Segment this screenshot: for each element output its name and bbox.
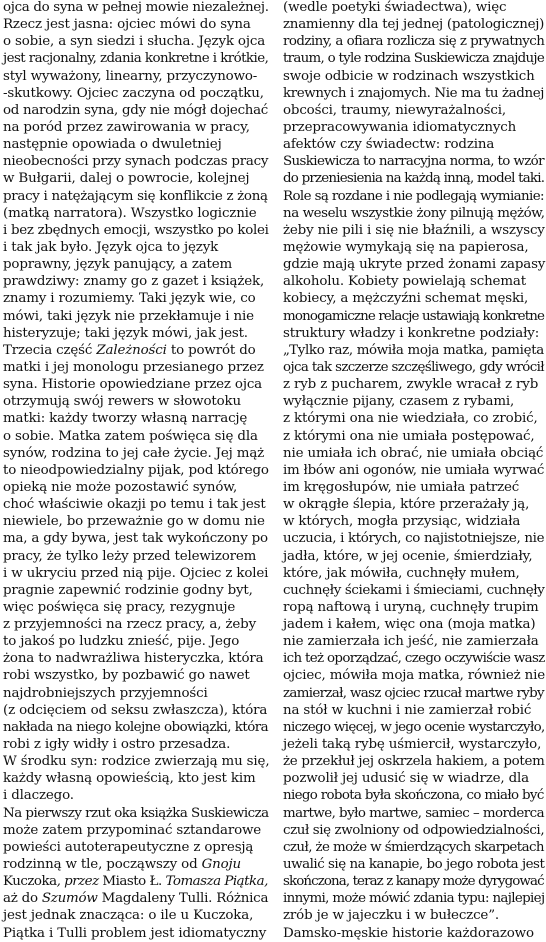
text-line: im kręgosłupów, nie umiała patrzeć: [283, 479, 520, 495]
text-line: czuł się zwolniony od odpowiedzialności,: [283, 822, 545, 838]
text-line: o sobie, a syn siedzi i słucha. Język ojca: [3, 34, 266, 50]
text-line: -skutkowy. Ojciec zaczyna od początku,: [3, 85, 264, 101]
text-line: traum, o tyle rodzina Suskiewicza znajduje: [283, 51, 545, 67]
text-line: Damsko-męskie historie każdorazowo: [283, 925, 534, 941]
text-line: ojciec, mówiła moja matka, również nie: [283, 668, 546, 684]
text-line: choć właściwie okazji po temu i tak jest: [3, 497, 266, 513]
text-line: monogamiczne relacje ustawiają konkretne: [283, 308, 545, 324]
text-line: z którymi ona nie wiedziała, co zrobić,: [283, 411, 538, 427]
text-line: więc poświęca się pracy, rezygnuje: [3, 599, 236, 615]
text-line: pragnie zapewnić rodzinie godny byt,: [3, 582, 253, 598]
text-line: obcości, traumy, niewyrażalności,: [283, 102, 506, 118]
text-line: histeryzuje; taki język mówi, jak jest.: [3, 325, 248, 341]
text-line: w Bułgarii, dalej o powrocie, kolejnej: [3, 171, 250, 187]
text-line: to jakoś po ludzku znieść, pije. Jego: [3, 634, 240, 650]
text-line: matki: każdy tworzy własną narrację: [3, 411, 248, 427]
book-title: Gnoju: [201, 857, 242, 873]
text-column-left: [3, 0, 269, 942]
text-line: i bez zbędnych emocji, wszystko po kolei: [3, 222, 269, 238]
text-line: przepracowywania idiomatycznych: [283, 119, 517, 135]
text-line: Rzecz jest jasna: ojciec mówi do syna: [3, 17, 251, 33]
text-line: pracy, że tylko leży przed telewizorem: [3, 548, 257, 564]
text-line: czuł, że może w śmierdzących skarpetach: [283, 839, 544, 855]
text-line: następnie opowiada o dwuletniej: [3, 137, 222, 153]
text-line: innymi, może mówić zdania typu: najlepiej: [283, 891, 545, 907]
text-line: ropą naftową i uryną, cuchnęły trupim: [283, 599, 539, 615]
text-line: w których, mogła przysiąc, widziała: [283, 514, 521, 530]
text-line: jadła, które, w jej ocenie, śmierdziały,: [283, 548, 533, 564]
text-line: Trzecia część Zależności to powrót do: [3, 342, 256, 358]
text-line: synów, rodzina to jej całe życie. Jej mąż: [3, 445, 265, 461]
text-line: najdrobniejszych przyjemności: [3, 685, 208, 701]
text-line: prawdziwy: znamy go z gazet i książek,: [3, 274, 265, 290]
text-line: otrzymują swój rewers w słowotoku: [3, 394, 241, 410]
text-line: na weselu wszystkie żony pilnują mężów,: [283, 205, 545, 221]
text-line: kobiecy, a mężczyźni schemat męski,: [283, 291, 529, 307]
book-title: Tomasza Piątka,: [161, 874, 268, 890]
text-line: na stół w kuchni i nie zamierzał robić: [283, 702, 532, 718]
text-line: to nieodpowiedzialny pijak, pod którego: [3, 462, 269, 478]
text-line: zamierzał, wasz ojciec rzucał martwe ryby: [283, 685, 544, 701]
text-line: żeby nie pili i się nie błaźnili, a wszyscy: [283, 222, 545, 238]
text-line: skończona, teraz z kanapy może dyrygować: [283, 874, 544, 890]
text-column-right: [283, 0, 545, 942]
text-line: alkoholu. Kobiety powielają schemat: [283, 274, 526, 290]
text-line: nieobecności przy synach podczas pracy: [3, 154, 269, 170]
text-line: styl wyważony, linearny, przyczynowo-: [3, 68, 258, 84]
text-line: Na pierwszy rzut oka książka Suskiewicza: [3, 805, 269, 821]
text-line: ma, a gdy bywa, jest tak wykończony po: [3, 531, 268, 547]
text-line: robi wszystko, by pozbawić go nawet: [3, 668, 250, 684]
text-line: jest jednak znacząca: o ile u Kuczoka,: [3, 908, 254, 924]
text-line: gdzie mają ukryte przed żonami zapasy: [283, 257, 546, 273]
text-line: ojca tak szczerze szczęśliwego, gdy wrócił: [283, 359, 544, 375]
text-line: znamienny dla tej jednej (patologicznej): [283, 17, 545, 33]
text-line: nie umiała ich obrać, nie umiała obciąć: [283, 445, 544, 461]
text-line: może zatem przypominać sztandarowe: [3, 822, 262, 838]
text-line: pracy i natężającym się konflikcie z żoną: [3, 188, 268, 204]
book-title: Szumów: [41, 891, 98, 907]
text-line: wyłącznie pijany, czasem z rybami,: [283, 394, 515, 410]
text-line: poprawny, język panujący, a zatem: [3, 257, 233, 273]
text-line: żona to nadwrażliwa histeryczka, która: [3, 651, 264, 667]
text-line: w okrągłe ślepia, które przerażały ją,: [283, 497, 530, 513]
text-line: jadem i kałem, więc ona (moja matka): [283, 617, 536, 633]
text-line: jeżeli taką rybę uśmiercił, wystarczyło,: [283, 737, 542, 753]
text-line: pozwolił jej udusić się w wiadrze, dla: [283, 771, 529, 787]
text-line: zrób je w jajeczku i w bułeczce”.: [283, 908, 500, 924]
text-line: aż do Szumów Magdaleny Tulli. Różnica: [3, 891, 269, 907]
text-line: uwalić się na kanapie, bo jego robota jest: [283, 857, 545, 873]
text-line: opieką nie może pozostawić synów,: [3, 479, 238, 495]
text-line: „Tylko raz, mówiła moja matka, pamięta: [283, 342, 544, 358]
text-line: syna. Historie opowiedziane przez ojca: [3, 377, 263, 393]
text-line: ich też oporządzać, czego oczywiście wasz: [283, 651, 545, 667]
text-line: na poród przez zawirowania w pracy,: [3, 119, 250, 135]
text-line: jest racjonalny, zdania konkretne i krótkie,: [3, 51, 269, 67]
text-line: rodziny, a ofiara rozlicza się z prywatnych: [283, 34, 545, 50]
text-line: z ryb z pucharem, zwykle wracał z ryb: [283, 377, 539, 393]
text-line: matki i jej monologu przesianego przez: [3, 359, 264, 375]
book-title: , przez: [56, 874, 103, 890]
book-title: Zależności: [96, 342, 167, 358]
text-line: z którymi ona nie umiała postępować,: [283, 428, 535, 444]
text-line: niczego więcej, w jego ocenie wystarczyło,: [283, 719, 545, 735]
text-line: ojca do syna w pełnej mowie niezależnej.: [3, 0, 269, 15]
text-line: struktury władzy i konkretne podziały:: [283, 325, 540, 341]
text-line: znamy i rozumiemy. Taki język wie, co: [3, 291, 256, 307]
text-line: afektów czy świadectw: rodzina: [283, 137, 495, 153]
text-line: swoje odbicie w rodzinach wszystkich: [283, 68, 535, 84]
text-line: (wedle poetyki świadectwa), więc: [283, 0, 507, 15]
text-line: które, jak mówiła, cuchnęły mułem,: [283, 565, 520, 581]
text-line: mężowie wymykają się na papierosa,: [283, 239, 529, 255]
text-line: że przekłuł jej oskrzela hakiem, a potem: [283, 754, 545, 770]
text-line: Suskiewicza to narracyjna norma, to wzór: [283, 154, 544, 170]
text-line: robi z igły widły i ostro przesadza.: [3, 737, 231, 753]
text-line: każdy własną opowieścią, kto jest kim: [3, 771, 256, 787]
text-line: uczucia, i których, co najistotniejsze, nie: [283, 531, 545, 547]
text-line: Piątka i Tulli problem jest idiomatyczny: [3, 925, 267, 941]
text-line: im łbów ani ogonów, nie umiała wyrwać: [283, 462, 545, 478]
text-line: do przeniesienia na każdą inną, model taki.: [283, 171, 545, 187]
text-line: cuchnęły ściekami i śmieciami, cuchnęły: [283, 582, 545, 598]
text-line: z przyjemności na rzecz pracy, a, żeby: [3, 617, 256, 633]
text-line: od narodzin syna, gdy nie mógł dojechać: [3, 102, 268, 118]
text-line: nakłada na niego kolejne obowiązki, która: [3, 719, 269, 735]
text-line: martwe, było martwe, samiec – morderca: [283, 805, 545, 821]
text-line: (matką narratora). Wszystko logicznie: [3, 205, 257, 221]
text-line: mówi, taki język nie przekłamuje i nie: [3, 308, 254, 324]
text-line: i dlaczego.: [3, 788, 74, 804]
text-line: (z odcięciem od seksu zwłaszcza), która: [3, 702, 268, 718]
text-line: niego robota była skończona, co miało być: [283, 788, 544, 804]
text-line: o sobie. Matka zatem poświęca się dla: [3, 428, 258, 444]
text-line: rodzinną w tle, począwszy od Gnoju: [3, 857, 242, 873]
text-line: nie zamierzała ich jeść, nie zamierzała: [283, 634, 539, 650]
text-line: i tak jak było. Język ojca to język: [3, 239, 219, 255]
text-line: powieści autoterapeutyczne z opresją: [3, 839, 254, 855]
text-line: niewiele, bo przeważnie go w domu nie: [3, 514, 265, 530]
text-line: Role są rozdane i nie podlegają wymianie:: [283, 188, 544, 204]
text-line: i w ukryciu przed nią pije. Ojciec z kolei: [3, 565, 269, 581]
text-line: krewnych i znajomych. Nie ma tu żadnej: [283, 85, 545, 101]
text-line: Kuczoka, przez Miasto Ł. Tomasza Piątka,: [3, 874, 268, 890]
text-line: W środku syn: rodzice zwierzają mu się,: [3, 754, 270, 770]
